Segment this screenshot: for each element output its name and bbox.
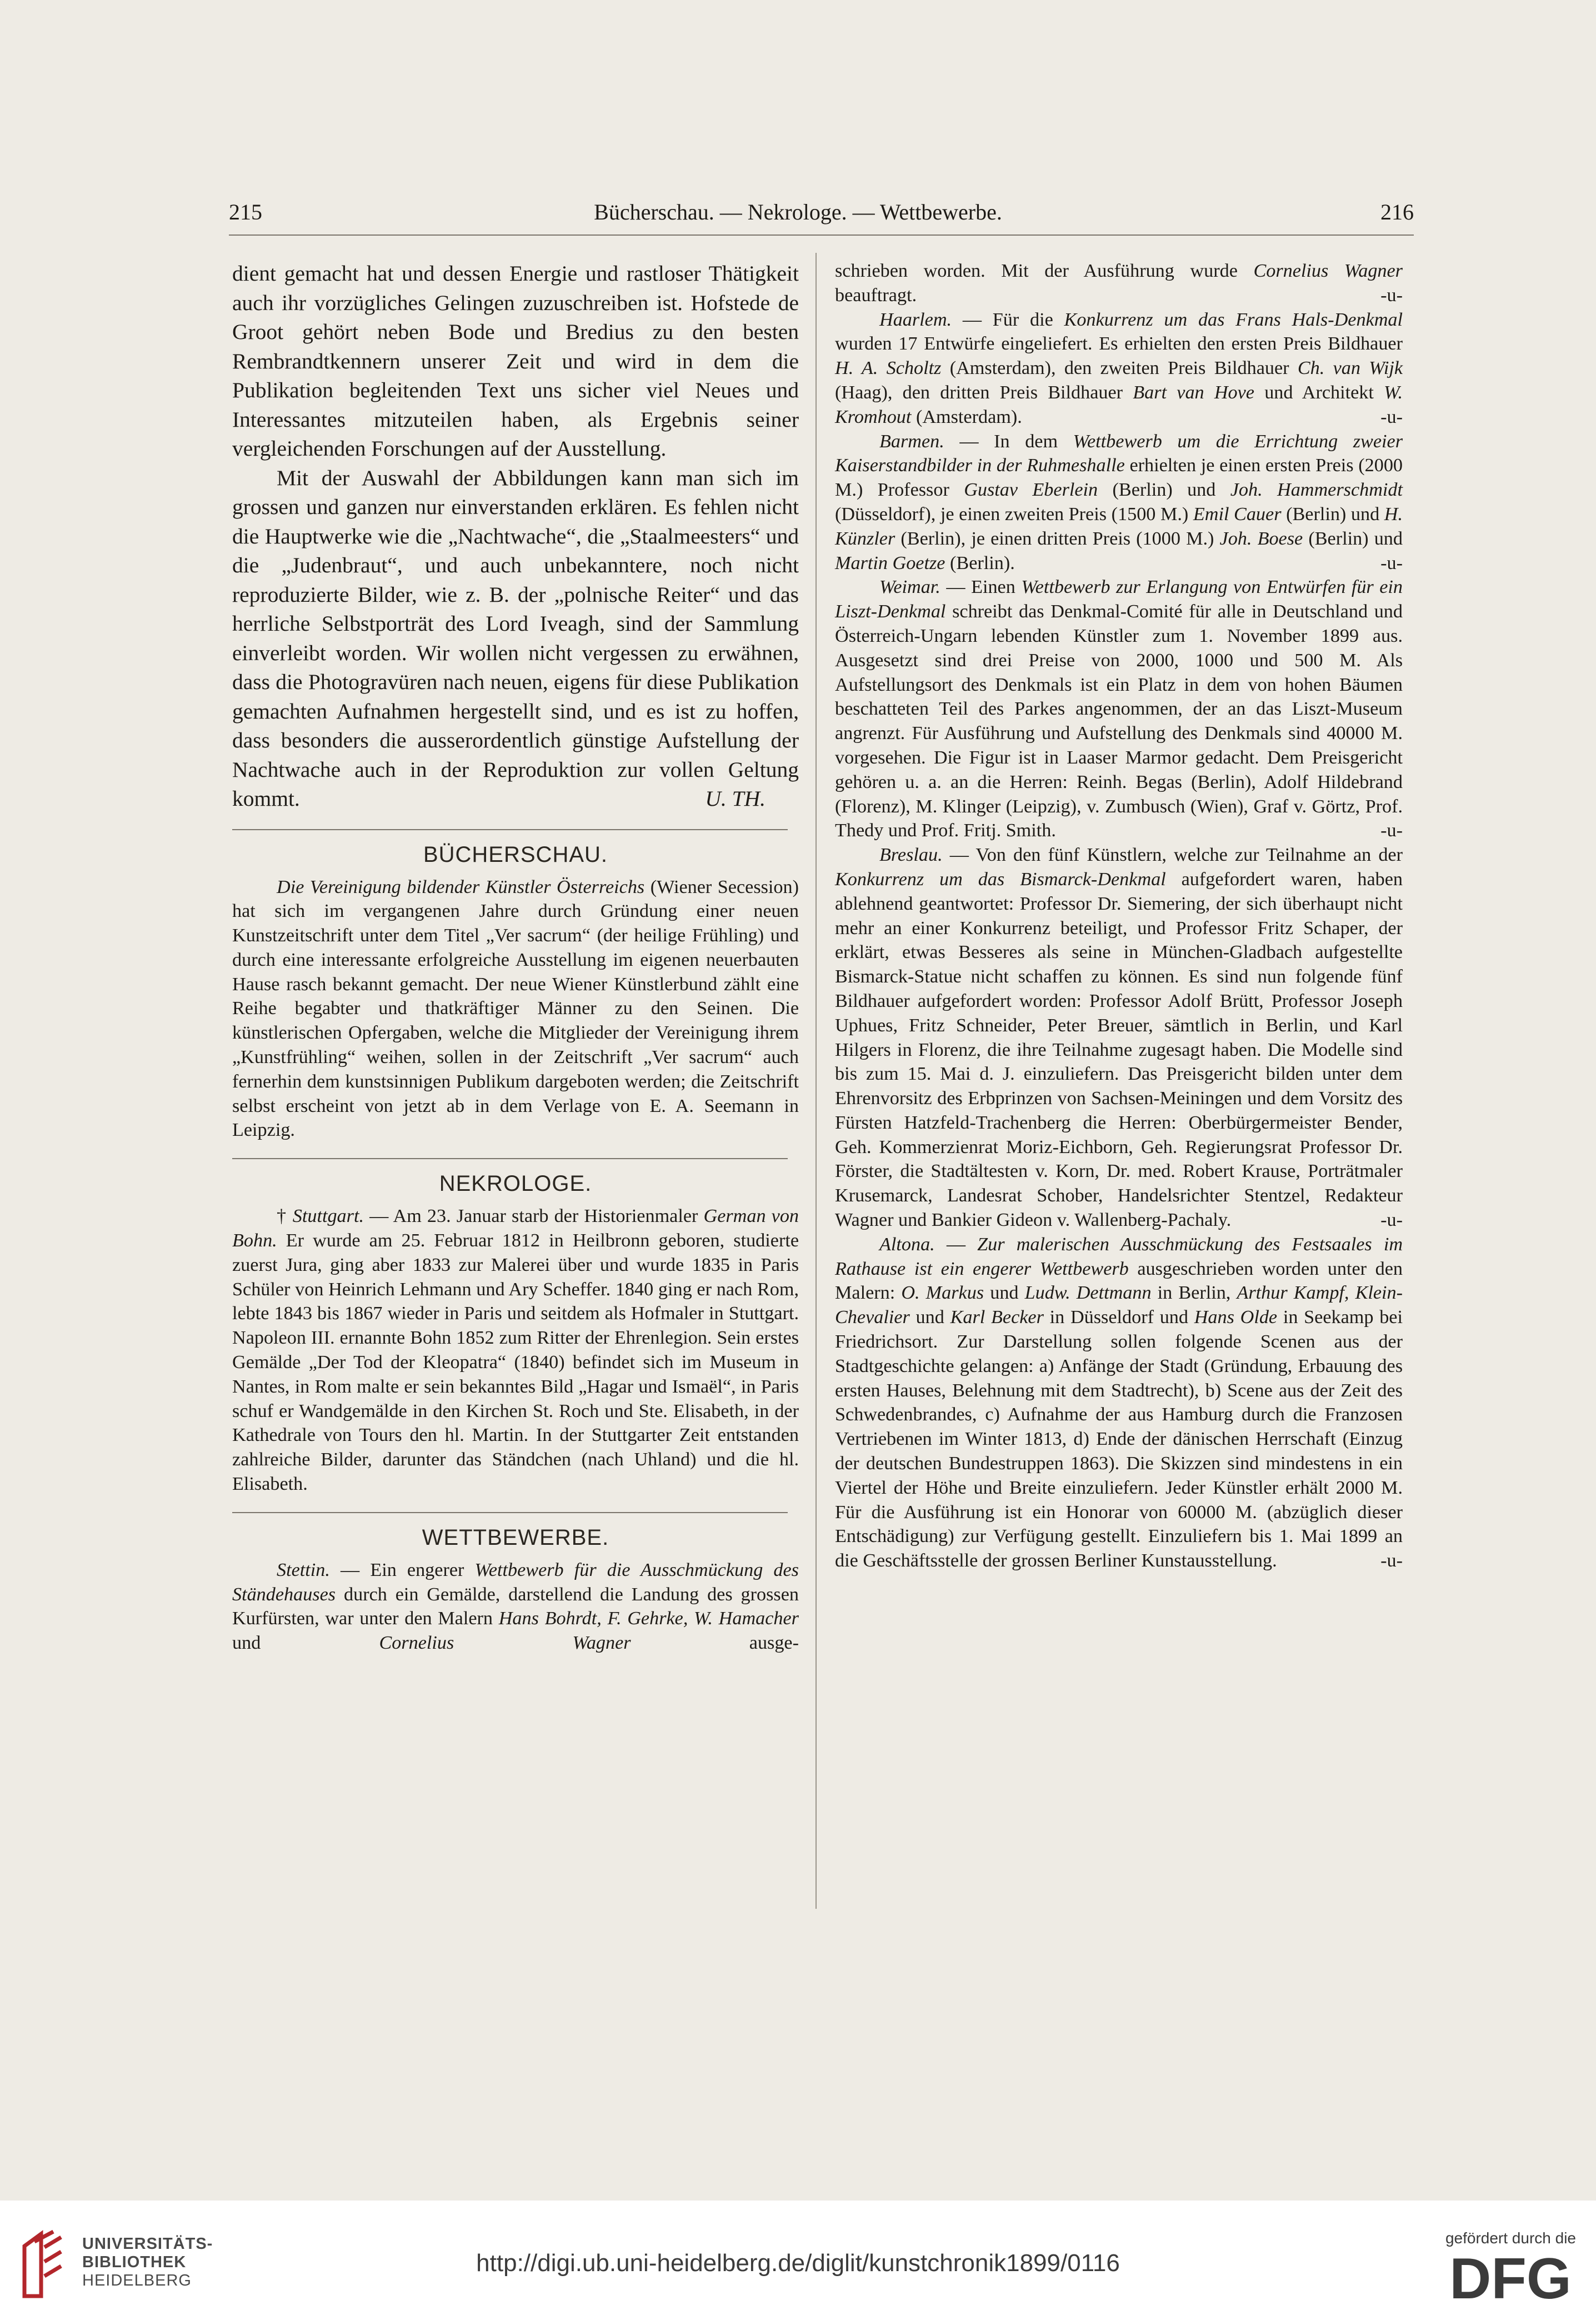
altona-italic-6: Hans Olde bbox=[1194, 1307, 1278, 1328]
place-stuttgart: Stuttgart. bbox=[292, 1206, 364, 1227]
altona-signature: -u- bbox=[1380, 1550, 1403, 1571]
haarlem-text-2: wurden 17 Entwürfe eingeliefert. Es erhielten den ersten Preis Bildhauer bbox=[835, 333, 1403, 355]
place-weimar: Weimar. bbox=[879, 577, 940, 598]
stettin-continued bbox=[835, 259, 1403, 308]
section-rule bbox=[232, 1512, 788, 1513]
barmen-signature: -u- bbox=[1380, 552, 1403, 573]
stettin-cont-italic: Cornelius Wagner bbox=[1253, 261, 1403, 281]
altona-italic-3: Ludw. Dettmann bbox=[1024, 1283, 1152, 1304]
section-rule bbox=[232, 1158, 788, 1159]
altona-text-4: in Berlin, bbox=[1151, 1283, 1237, 1304]
place-haarlem: Haarlem. bbox=[879, 309, 952, 330]
altona-text-2: ausgeschrieben worden unter den Malern: bbox=[835, 1258, 1403, 1304]
haarlem-signature: -u- bbox=[1380, 406, 1403, 427]
section-title-buecherschau: BÜCHERSCHAU. bbox=[423, 842, 608, 867]
cross-mark: † bbox=[277, 1206, 287, 1227]
stettin-italic-1: Wettbewerb für die Ausschmückung des Ständehauses bbox=[232, 1559, 799, 1605]
haarlem-italic-5: W. Kromhout bbox=[835, 382, 1403, 427]
breslau-text-2: aufgefordert waren, haben ablehnend geantwortet: Professor Dr. Siemering, der sich überhaupt nicht mehr an einer Konkurrenz beteiligt, und Professor Fritz Schaper, der erklärt, etwas Besseres als seine in München-Gladbach aufgestellte Bismarck-Statue nicht schaffen zu können. Es sind nun folgende fünf Bildhauer aufgefordert worden: Professor Adolf Brütt, Professor Joseph Uphues, Fritz Schneider, Peter Breuer, sämtlich in Berlin, und Karl Hilgers in Florenz, die ihre Teilnahme zugesagt haben. Die Modelle sind bis zum 15. Mai d. J. einzuliefern. Das Preisgericht bilden unter dem Ehrenvorsitz des Erbprinzen von Sachsen-Meiningen und dem Vorsitz des Fürsten Hatzfeld-Trachenberg die Herren: Oberbürgermeister Bender, Geh. Kommerzienrat Moriz-Eichborn, Geh. Regierungsrat Professor Dr. Förster, die Stadtältesten v. Korn, Dr. med. Robert Krause, Porträtmaler Krusemarck, Landesrat Schober, Handelsrichter Stentzel, Redakteur Wagner und Bankier Gideon v. Wallenberg-Pachaly. bbox=[835, 869, 1403, 1231]
intro-paragraph-2-text: Mit der Auswahl der Abbildungen kann man sich im grossen und ganzen nur einverstanden erklären. Es fehlen nicht die Hauptwerke wie die „Nachtwache“, die „Staalmeesters“ und die „Judenbraut“, und auch unbekanntere, noch nicht reproduzierte Bilder, wie z. B. der „polnische Reiter“ und das herrliche Selbstporträt des Lord Iveagh, sind der Sammlung einverleibt worden. Wir wollen nicht vergessen zu erwähnen, dass die Photogravüren nach neuen, eigens für diese Publikation gemachten Aufnahmen hergestellt sind, und es ist zu hoffen, dass besonders die ausserordentlich günstige Aufstellung der Nachtwache auch in der Reproduktion zur vollen Geltung kommt. bbox=[232, 465, 799, 811]
dfg-logo-icon[interactable] bbox=[1446, 2252, 1575, 2303]
buecherschau-paragraph bbox=[232, 875, 799, 1143]
left-column bbox=[232, 259, 799, 1661]
barmen-italic-6: Joh. Boese bbox=[1219, 528, 1303, 549]
wettbewerb-breslau bbox=[835, 843, 1403, 1233]
source-url-link[interactable]: http://digi.ub.uni-heidelberg.de/diglit/kunstchronik1899/0116 bbox=[476, 2249, 1120, 2277]
altona-italic-4: Arthur Kampf, Klein-Chevalier bbox=[835, 1283, 1403, 1328]
nekrolog-text-2: Er wurde am 25. Februar 1812 in Heilbronn geboren, studierte zuerst Jura, ging aber 1833 zur Malerei über und wurde 1835 in Paris Schüler von Heinrich Lehmann und Ary Scheffer. 1840 ging er nach Rom, lebte 1843 bis 1867 wieder in Paris und seitdem als Hofmaler in Stuttgart. Napoleon III. ernannte Bohn 1852 zum Ritter der Ehrenlegion. Sein erstes Gemälde „Der Tod der Kleopatra“ (1840) befindet sich im Museum in Nantes, in Rom malte er sein bekanntes Bild „Hagar und Ismaël“, in Paris schuf er Wandgemälde in den Kirchen St. Roch und Ste. Elisabeth, in der Kathedrale von Tours den hl. Martin. In der Stuttgarter Zeit entstanden zahlreiche Bilder, darunter das Ständchen (nach Uhland) und die hl. Elisabeth. bbox=[232, 1230, 799, 1495]
haarlem-italic-3: Ch. van Wijk bbox=[1297, 358, 1403, 379]
stettin-cont-text-1: schrieben worden. Mit der Ausführung wurde bbox=[835, 261, 1254, 281]
weimar-text-2: schreibt das Denkmal-Comité für alle in Deutschland und Österreich-Ungarn lebenden Künstler zum 1. November 1899 aus. Ausgesetzt sind drei Preise von 2000, 1000 und 500 M. Als Aufstellungsort des Denkmals ist ein Platz in dem von hohen Bäumen beschatteten Teil des Parkes angenommen, der an das Liszt-Museum angrenzt. Für Ausführung und Aufstellung des Denkmals sind 40000 M. vorgesehen. Die Figur ist in Laaser Marmor gedacht. Dem Preisgericht gehören u. a. an die Herren: Reinh. Begas (Berlin), Adolf Hildebrand (Florenz), M. Klinger (Leipzig), v. Zumbusch (Wien), Graf v. Görtz, Prof. Thedy und Prof. Fritj. Smith. bbox=[835, 601, 1403, 841]
barmen-italic-5: H. Künzler bbox=[835, 503, 1403, 549]
weimar-text-1: — Einen bbox=[940, 577, 1022, 598]
weimar-italic-1: Wettbewerb zur Erlangung von Entwürfen für ein Liszt-Denkmal bbox=[835, 577, 1403, 622]
stettin-text-1: — Ein engerer bbox=[329, 1559, 475, 1580]
library-name-line-2: BIBLIOTHEK bbox=[82, 2253, 187, 2271]
name-german-von-bohn: German von Bohn. bbox=[232, 1206, 799, 1251]
section-buecherschau bbox=[232, 829, 799, 1143]
stettin-italic-3: Cornelius Wagner bbox=[379, 1633, 631, 1654]
haarlem-text-1: — Für die bbox=[952, 309, 1064, 330]
nekrolog-text-1: — Am 23. Januar starb der Historienmaler bbox=[364, 1206, 704, 1227]
library-name-line-1: UNIVERSITÄTS- bbox=[82, 2235, 213, 2253]
intro-paragraph-1: dient gemacht hat und dessen Energie und rastloser Thätigkeit auch ihr vorzügliches Gelingen zuzuschreiben ist. Hofstede de Groot gehört neben Bode und Bredius zu den besten Rembrandtkennern unserer Zeit und wird in dem die Publikation begleitenden Text uns sicher viel Neues und Interessantes mitzuteilen haben, als Ergebnis seiner vergleichenden Forschungen auf der Ausstellung. bbox=[232, 261, 799, 461]
place-breslau: Breslau. bbox=[879, 845, 943, 866]
stettin-text-2: durch ein Gemälde, darstellend die Landung des grossen Kurfürsten, war unter den Malern bbox=[232, 1584, 799, 1629]
intro-paragraph-2 bbox=[232, 463, 799, 814]
right-column bbox=[835, 259, 1403, 1573]
section-rule bbox=[232, 829, 788, 830]
wettbewerb-barmen bbox=[835, 430, 1403, 576]
place-barmen: Barmen. bbox=[879, 431, 944, 452]
section-title-wettbewerbe: WETTBEWERBE. bbox=[422, 1525, 609, 1550]
barmen-italic-3: Joh. Hammerschmidt bbox=[1230, 480, 1403, 501]
nekrolog-bohn bbox=[232, 1204, 799, 1496]
haarlem-italic-2: H. A. Scholtz bbox=[835, 358, 942, 379]
altona-italic-5: Karl Becker bbox=[950, 1307, 1044, 1328]
altona-text-1: — bbox=[934, 1234, 978, 1255]
running-title: Bücherschau. — Nekrologe. — Wettbewerbe. bbox=[594, 199, 1002, 224]
stettin-italic-2: Hans Bohrdt, F. Gehrke, W. Hamacher bbox=[498, 1608, 799, 1629]
barmen-text-1: — In dem bbox=[944, 431, 1073, 452]
section-nekrologe bbox=[232, 1158, 799, 1496]
section-title-nekrologe: NEKROLOGE. bbox=[439, 1171, 592, 1196]
barmen-text-5: (Berlin) und bbox=[1281, 503, 1384, 525]
altona-italic-2: O. Markus bbox=[901, 1283, 984, 1304]
barmen-text-7: (Berlin) und bbox=[1303, 528, 1403, 549]
barmen-italic-7: Martin Goetze bbox=[835, 552, 945, 573]
barmen-italic-2: Gustav Eberlein bbox=[964, 480, 1098, 501]
haarlem-text-3: (Amsterdam), den zweiten Preis Bildhauer bbox=[941, 358, 1298, 379]
barmen-text-8: (Berlin). bbox=[945, 552, 1015, 573]
stettin-text-3: und bbox=[232, 1633, 379, 1654]
altona-italic-1: Zur malerischen Ausschmückung des Festsaales im Rathause ist ein engerer Wettbewerb bbox=[835, 1234, 1403, 1279]
breslau-signature: -u- bbox=[1380, 1210, 1403, 1231]
wettbewerb-weimar bbox=[835, 575, 1403, 843]
haarlem-text-4: (Haag), den dritten Preis Bildhauer bbox=[835, 382, 1133, 403]
section-wettbewerbe bbox=[232, 1512, 799, 1655]
stettin-signature: -u- bbox=[1380, 285, 1403, 306]
place-altona: Altona. bbox=[879, 1234, 935, 1255]
haarlem-italic-4: Bart van Hove bbox=[1133, 382, 1254, 403]
wettbewerb-haarlem bbox=[835, 308, 1403, 430]
breslau-text-1: — Von den fünf Künstlern, welche zur Teilnahme an der bbox=[942, 845, 1403, 866]
altona-text-7: in Seekamp bei Friedrichsort. Zur Darstellung sollen folgende Scenen aus der Stadtgeschichte gelangen: a) Anfänge der Stadt (Gründung, Erbauung des ersten Hauses, Belehnung mit dem Stadtrecht), b) Scene aus der Zeit des Schwedenbrandes, c) Aufnahme der aus Hamburg durch die Franzosen Vertriebenen im Winter 1813, d) Ende der dänischen Herrschaft (Einzug der deutschen Bundestruppen 1863). Die Skizzen sind mindestens in ein Viertel der Höhe und Breite einzuliefern. Jeder Künstler erhält 2000 M. Für die Ausführung ist ein Honorar von 60000 M. (abzüglich dieser Entschädigung) zur Verfügung gestellt. Einzuliefern bis 1. Mai 1899 an die Geschäftsstelle der grossen Berliner Kunstausstellung. bbox=[835, 1307, 1403, 1571]
haarlem-text-6: (Amsterdam). bbox=[911, 406, 1022, 427]
barmen-italic-4: Emil Cauer bbox=[1193, 503, 1282, 525]
haarlem-italic-1: Konkurrenz um das Frans Hals-Denkmal bbox=[1064, 309, 1403, 330]
buecherschau-lead: Die Vereinigung bildender Künstler Österreichs bbox=[277, 876, 645, 897]
altona-text-3: und bbox=[984, 1283, 1025, 1304]
place-stettin: Stettin. bbox=[277, 1559, 330, 1580]
wettbewerb-altona bbox=[835, 1233, 1403, 1573]
barmen-text-4: (Düsseldorf), je einen zweiten Preis (1500 M.) bbox=[835, 503, 1193, 525]
funding-note: gefördert durch die bbox=[1445, 2229, 1576, 2247]
viewer-footer bbox=[0, 2201, 1596, 2315]
library-name-line-3: HEIDELBERG bbox=[82, 2272, 192, 2289]
intro-signature: U. TH. bbox=[705, 786, 766, 811]
altona-text-6: in Düsseldorf und bbox=[1043, 1307, 1194, 1328]
breslau-italic-1: Konkurrenz um das Bismarck-Denkmal bbox=[835, 869, 1166, 890]
barmen-text-2: erhielten je einen ersten Preis (2000 M.) Professor bbox=[835, 455, 1403, 501]
wettbewerb-stettin bbox=[232, 1558, 799, 1655]
stettin-text-4: ausge- bbox=[631, 1633, 799, 1654]
stettin-cont-text-2: beauftragt. bbox=[835, 285, 917, 306]
barmen-italic-1: Wettbewerb um die Errichtung zweier Kaiserstandbilder in der Ruhmeshalle bbox=[835, 431, 1403, 476]
header-rule bbox=[229, 235, 1414, 236]
barmen-text-6: (Berlin), je einen dritten Preis (1000 M.) bbox=[895, 528, 1220, 549]
dfg-logo-text: DFG bbox=[1449, 2252, 1572, 2303]
weimar-signature: -u- bbox=[1380, 820, 1403, 841]
altona-text-5: und bbox=[909, 1307, 950, 1328]
column-divider bbox=[815, 253, 817, 1909]
page-number-right: 216 bbox=[1380, 199, 1414, 224]
barmen-text-3: (Berlin) und bbox=[1098, 480, 1230, 501]
buecherschau-text: (Wiener Secession) hat sich im vergangenen Jahre durch Gründung einer neuen Kunstzeitschrift unter dem Titel „Ver sacrum“ (der heilige Frühling) und durch eine interessante erfolgreiche Ausstellung im eigenen neuerbauten Hause rasch bekannt gemacht. Der neue Wiener Künstlerbund zählt eine Reihe begabter und thatkräftiger Männer zu den Seinen. Die künstlerischen Opfergaben, welche die Mitglieder der Vereinigung ihrem „Kunstfrühling“ weihen, sollen in der Zeitschrift „Ver sacrum“ auch fernerhin dem kunstsinnigen Publikum dargeboten werden; die Zeitschrift selbst erscheint von jetzt ab in dem Verlage von E. A. Seemann in Leipzig. bbox=[232, 876, 799, 1141]
haarlem-text-5: und Architekt bbox=[1254, 382, 1384, 403]
page-number-left: 215 bbox=[229, 199, 262, 224]
